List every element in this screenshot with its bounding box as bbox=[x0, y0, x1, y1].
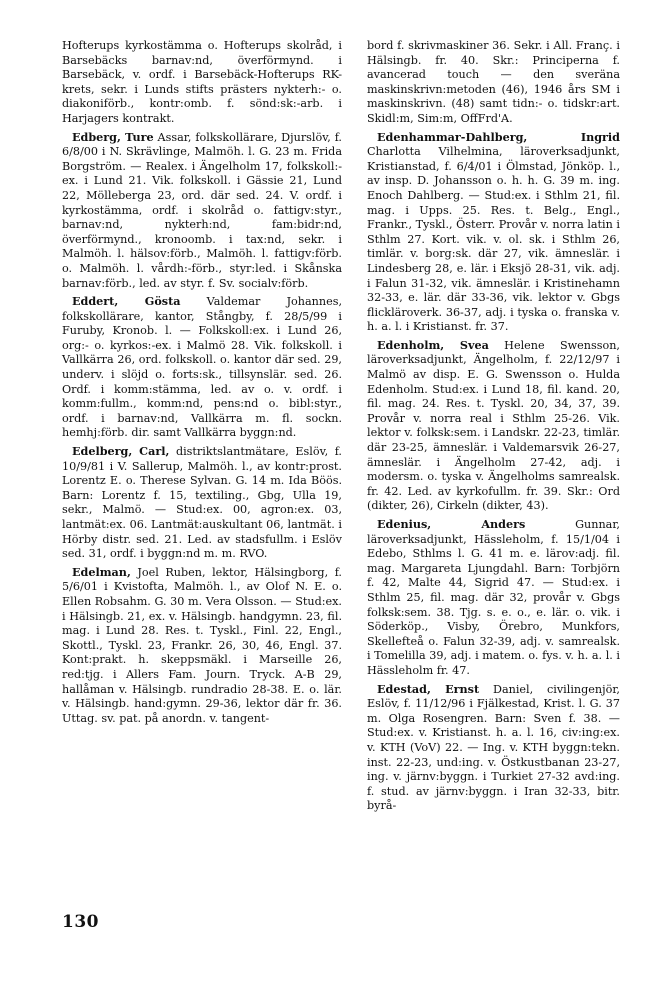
entry-eddert bbox=[62, 294, 342, 441]
entry-name: Edelberg, Carl, bbox=[72, 444, 170, 459]
entry-name: Edenholm, Svea bbox=[377, 337, 489, 352]
entry-edberg bbox=[62, 130, 342, 292]
entry-continued bbox=[62, 38, 342, 127]
entry-name: Eddert, Gösta bbox=[72, 294, 181, 309]
entry-edenhammar-dahlberg bbox=[367, 130, 620, 335]
entry-continued bbox=[367, 38, 620, 127]
entry-name: Edestad, Ernst bbox=[377, 681, 480, 696]
entry-text: bord f. skrivmaskiner 36. Sekr. i All. Franç. i Hälsingb. fr. 40. Skr.: Principerna f. avancerad touch — den sveräna maskinskrivn:metoden (46), 1946 års SM i maskinskrivn. (48) samt tidn:- o. tidskr:art. Skidl:m, Sim:m, OffFrd'A. bbox=[367, 39, 620, 125]
entry-text: distriktslantmätare, Eslöv, f. 10/9/81 i V. Sallerup, Malmöh. l., av kontr:prost. Lorentz E. o. Therese Sylvan. G. 14 m. Ida Böös. Barn: Lorentz f. 15, textiling., Gbg, Ulla 19, sekr., Malmö. — Stud:ex. 00, agron:ex. 03, lantmät:ex. 06. Lantmät:auskultant 06, lantmät. i Hörby distr. sed. 21. Led. av stadsfullm. i Eslöv sed. 31, ordf. i byggn:nd m. m. RVO. bbox=[62, 445, 342, 561]
entry-name: Edelman, bbox=[72, 564, 131, 579]
entry-text: Valdemar Johannes, folkskollärare, kantor, Stångby, f. 28/5/99 i Furuby, Kronob. l. — Folkskoll:ex. i Lund 26, org:- o. kyrkos:-ex. i Malmö 28. Vik. folkskoll. i Vallkärra 26, ord. folkskoll. o. kantor där sed. 29, underv. i slöjd o. forts:sk., tillsynslär. sed. 26. Ordf. i komm:stämma, led. av o. v. ordf. i komm:fullm., komm:nd, pens:nd o. bibl:styr., ordf. i barnav:nd, Vallkärra m. fl. sockn. hemhj:förb. dir. samt Vallkärra byggn:nd. bbox=[62, 295, 342, 440]
entry-text: Daniel, civilingenjör, Eslöv, f. 11/12/96 i Fjälkestad, Krist. l. G. 37 m. Olga Rosengren. Barn: Sven f. 38. — Stud:ex. v. Kristianst. h. a. l. 16, civ:ing:ex. v. KTH (VoV) 22. — Ing. v. KTH byggn:tekn. inst. 22-23, und:ing. v. Östkustbanan 23-27, ing. v. järnv:byggn. i Turkiet 27-32 avd:ing. f. stud. av järnv:byggn. i Iran 32-33, bitr. byrå- bbox=[367, 682, 620, 813]
entry-edelman bbox=[62, 565, 342, 727]
entry-name: Edberg, Ture bbox=[72, 129, 154, 144]
entry-name: Edenhammar-Dahlberg, Ingrid bbox=[377, 129, 620, 144]
right-column bbox=[367, 38, 620, 814]
entry-name: Edenius, Anders bbox=[377, 517, 526, 531]
entry-text: Charlotta Vilhelmina, läroverksadjunkt, Kristianstad, f. 6/4/01 i Ölmstad, Jönköp. l., av insp. D. Johansson o. h. h. G. 39 m. ing. Enoch Dahlberg. — Stud:ex. i Sthlm 21, fil. mag. i Upps. 25. Res. t. Belg., Engl., Frankr., Tyskl., Österr. Provår v. norra latin i Sthlm 27. Kort. vik. v. ol. sk. i Sthlm 26, timlär. v. borg:sk. där 27, vik. ämneslär. i Lindesberg 28, e. lär. i Eksjö 28-31, vik. adj. i Falun 31-32, vik. ämneslär. i Kristinehamn 32-33, e. lär. där 33-36, vik. lektor v. Gbgs flickläroverk. 36-37, adj. i tyska o. franska v. h. a. l. i Kristianst. fr. 37. bbox=[367, 145, 620, 334]
entry-text: Hofterups kyrkostämma o. Hofterups skolråd, i Barsebäcks barnav:nd, överförmynd. i Barsebäck, v. ordf. i Barsebäck-Hofterups RK-krets, sekr. i Lunds stifts prästers nykterh:- o. diakoniförb., kontr:omb. f. sönd:sk:-arb. i Harjagers kontrakt. bbox=[62, 39, 342, 125]
entry-text: Helene Swensson, läroverksadjunkt, Ängelholm, f. 22/12/97 i Malmö av disp. E. G. Swensson o. Hulda Edenholm. Stud:ex. i Lund 18, fil. kand. 20, fil. mag. 24. Res. t. Tyskl. 20, 34, 37, 39. Provår v. norra real i Sthlm 25-26. Vik. lektor v. folksk:sem. i Landskr. 22-23, timlär. där 23-25, ämneslär. i Valdemarsvik 26-27, ämneslär. i Ängelholm 27-42, adj. i modersm. o. tyska v. Ängelholms samrealsk. fr. 42. Led. av kyrkofullm. fr. 39. Skr.: Ord (dikter, 26), Cirkeln (dikter, 43). bbox=[367, 338, 620, 513]
entry-edestad bbox=[367, 682, 620, 814]
entry-edenholm bbox=[367, 338, 620, 514]
entry-edenius bbox=[367, 517, 620, 679]
entry-text: Assar, folkskollärare, Djurslöv, f. 6/8/00 i N. Skrävlinge, Malmöh. l. G. 23 m. Frida Borgström. — Realex. i Ängelholm 17, folkskoll:-ex. i Lund 21. Vik. folkskoll. i Gässie 21, Lund 22, Mölleberga 23, ord. där sed. 24. V. ordf. i kyrkostämma, ordf. i skolråd o. fattigv:styr., barnav:nd, nykterh:nd, fam:bidr:nd, överförmynd., kronoomb. i tax:nd, sekr. i Malmöh. l. hälsov:förb., Malmöh. l. fattigv:förb. o. Malmöh. l. vårdh:-förb., styr:led. i Skånska barnav:förb., led. av styr. f. Sv. socialv:förb. bbox=[62, 130, 342, 290]
entry-edelberg bbox=[62, 444, 342, 562]
entry-text: Gunnar, läroverksadjunkt, Hässleholm, f. 15/1/04 i Edebo, Sthlms l. G. 41 m. e. lärov:adj. fil. mag. Margareta Ljungdahl. Barn: Torbjörn f. 42, Malte 44, Sigrid 47. — Stud:ex. i Sthlm 25, fil. mag. där 32, provår v. Gbgs folksk:sem. 38. Tjg. s. e. o., e. lär. o. vik. i Söderköp., Visby, Örebro, Munkfors, Skellefteå o. Falun 32-39, adj. v. samrealsk. i Tomelilla 39, adj. i matem. o. fys. v. h. a. l. i Hässleholm fr. 47. bbox=[367, 518, 620, 677]
page-number: 130 bbox=[62, 912, 99, 932]
entry-text: Joel Ruben, lektor, Hälsingborg, f. 5/6/01 i Kvistofta, Malmöh. l., av Olof N. E. o. Ellen Robsahm. G. 30 m. Vera Olsson. — Stud:ex. i Hälsingb. 21, ex. v. Hälsingb. handgymn. 23, fil. mag. i Lund 28. Res. t. Tyskl., Finl. 22, Engl., Skottl., Tyskl. 23, Frankr. 26, 30, 46, Engl. 37. Kont:prakt. h. skeppsmäkl. i Marseille 26, red:tjg. i Allers Fam. Journ. Tryck. A-B 29, hallåman v. Hälsingb. rundradio 28-38. E. o. lär. v. Hälsingb. hand:gymn. 29-36, lektor där fr. 36. Uttag. sv. pat. på anordn. v. tangent- bbox=[62, 565, 342, 725]
left-column bbox=[62, 38, 342, 726]
